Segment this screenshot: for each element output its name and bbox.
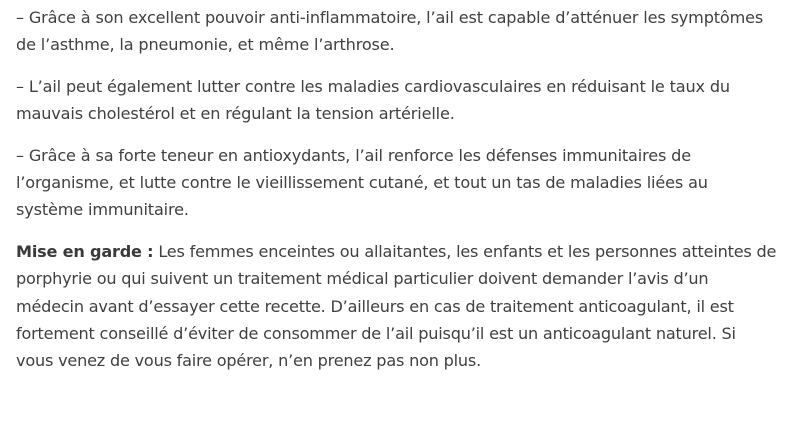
benefit-paragraph-anti-inflammatory: – Grâce à son excellent pouvoir anti-inflammatoire, l’ail est capable d’atténuer les symptômes de l’asthme, la pneumonie, et même l’arthrose. (16, 8, 764, 55)
warning-text: Les femmes enceintes ou allaitantes, les enfants et les personnes atteintes de porphyrie ou qui suivent un traitement médical particulier doivent demander l’avis d’un médecin avant d’essayer cette recette. D’ailleurs en cas de traitement anticoagulant, il est fortement conseillé d’éviter de consommer de l’ail puisqu’il est un anticoagulant naturel. Si vous venez de vous faire opérer, n’en prenez pas non plus. (16, 241, 777, 371)
benefit-paragraph-cardiovascular: – L’ail peut également lutter contre les maladies cardiovasculaires en réduisant le taux du mauvais cholestérol et en régulant la tension artérielle. (16, 76, 730, 124)
benefit-paragraph-antioxidants: – Grâce à sa forte teneur en antioxydants, l’ail renforce les défenses immunitaires de l’organisme, et lutte contre le vieillissement cutané, et tout un tas de maladies liées au système immunitaire. (16, 145, 708, 220)
warning-paragraph (16, 238, 777, 375)
warning-label: Mise en garde : (16, 241, 154, 261)
